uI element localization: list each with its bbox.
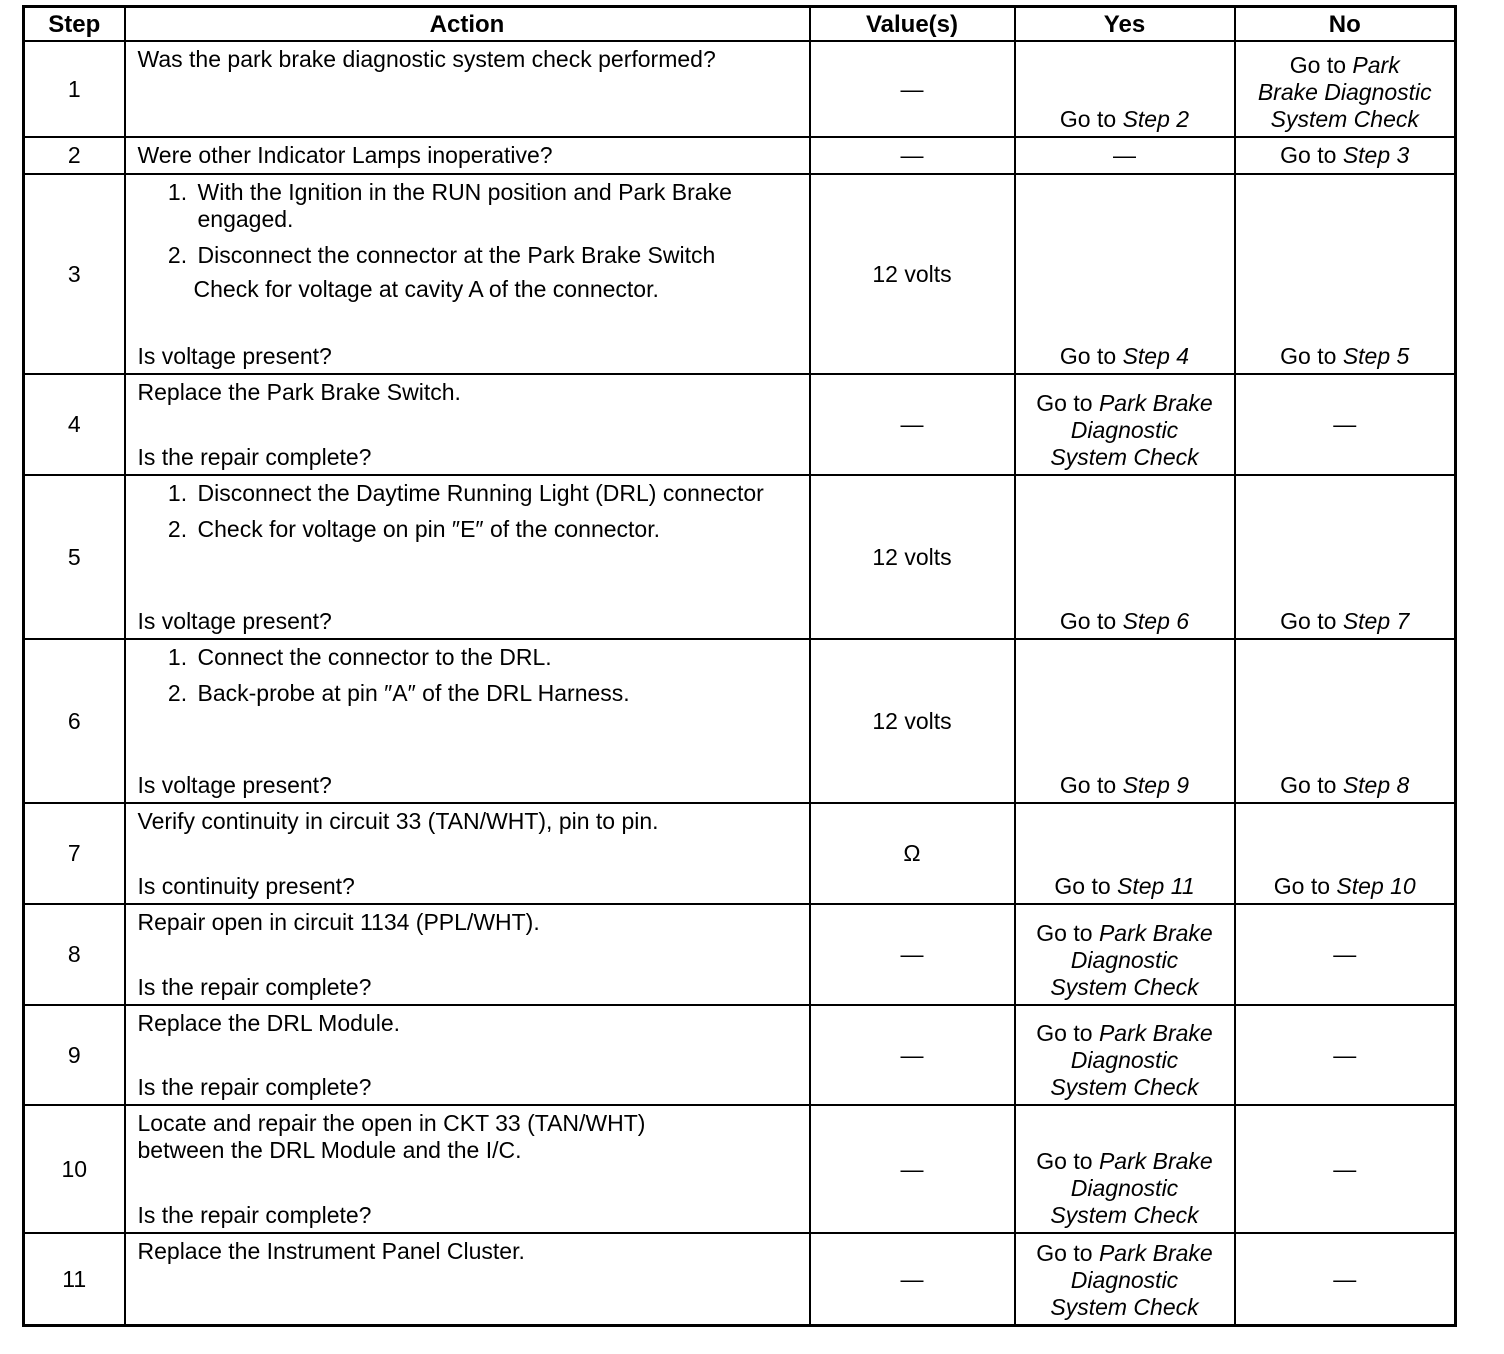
value-cell: — bbox=[810, 1233, 1015, 1325]
no-prefix: Go to bbox=[1280, 142, 1337, 169]
action-step: 1. Connect the connector to the DRL. bbox=[194, 644, 799, 671]
yes-cell bbox=[1015, 639, 1235, 803]
no-cell bbox=[1235, 137, 1456, 174]
action-question: Is voltage present? bbox=[137, 608, 332, 635]
action-text: Replace the Park Brake Switch. bbox=[137, 379, 461, 406]
header-values: Value(s) bbox=[810, 7, 1015, 42]
table-row bbox=[24, 1233, 1456, 1325]
yes-link: Park Brake bbox=[1098, 390, 1213, 417]
yes-cell bbox=[1015, 174, 1235, 374]
step-number: 4 bbox=[24, 374, 125, 475]
header-yes: Yes bbox=[1015, 7, 1235, 42]
yes-cell bbox=[1015, 41, 1235, 137]
no-cell bbox=[1235, 41, 1456, 137]
yes-prefix: Go to bbox=[1059, 106, 1117, 133]
action-question: Is voltage present? bbox=[137, 343, 332, 370]
action-cell bbox=[125, 137, 810, 174]
yes-prefix: Go to bbox=[1036, 920, 1093, 947]
yes-cell bbox=[1015, 1005, 1235, 1105]
step-number: 9 bbox=[24, 1005, 125, 1105]
table-row bbox=[24, 639, 1456, 803]
yes-prefix: Go to bbox=[1054, 873, 1111, 900]
yes-cell bbox=[1015, 374, 1235, 475]
no-link: Step 8 bbox=[1342, 772, 1410, 799]
yes-cell bbox=[1015, 1233, 1235, 1325]
action-question: Is the repair complete? bbox=[137, 1202, 372, 1229]
no-cell: — bbox=[1235, 374, 1456, 475]
yes-link: Step 6 bbox=[1122, 608, 1190, 635]
action-text: Replace the Instrument Panel Cluster. bbox=[137, 1238, 525, 1265]
yes-prefix: Go to bbox=[1036, 1020, 1093, 1047]
diagnostic-table bbox=[22, 5, 1457, 1327]
step-number: 2 bbox=[24, 137, 125, 174]
header-action: Action bbox=[125, 7, 810, 42]
value-cell: — bbox=[810, 1105, 1015, 1233]
action-cell bbox=[125, 475, 810, 639]
yes-cell bbox=[1015, 904, 1235, 1005]
action-text: Verify continuity in circuit 33 (TAN/WHT), pin to pin. bbox=[137, 808, 659, 835]
no-cell bbox=[1235, 803, 1456, 904]
yes-link: System Check bbox=[1050, 1074, 1199, 1101]
step-number: 6 bbox=[24, 639, 125, 803]
action-text: Repair open in circuit 1134 (PPL/WHT). bbox=[137, 909, 540, 936]
action-text: Locate and repair the open in CKT 33 (TAN/WHT) bbox=[137, 1110, 646, 1137]
no-link: Brake Diagnostic bbox=[1257, 79, 1432, 106]
table-row bbox=[24, 1005, 1456, 1105]
no-cell bbox=[1235, 475, 1456, 639]
no-link: Step 7 bbox=[1342, 608, 1410, 635]
no-prefix: Go to bbox=[1273, 873, 1331, 900]
action-text: Were other Indicator Lamps inoperative? bbox=[137, 142, 553, 169]
action-check: Check for voltage at cavity A of the connector. bbox=[193, 276, 659, 303]
yes-link: Park Brake bbox=[1098, 1240, 1213, 1266]
value-cell: Ω bbox=[810, 803, 1015, 904]
value-cell: — bbox=[810, 41, 1015, 137]
table-row bbox=[24, 137, 1456, 174]
action-cell bbox=[125, 1105, 810, 1233]
step-number: 7 bbox=[24, 803, 125, 904]
yes-prefix: Go to bbox=[1036, 390, 1093, 417]
action-step: 2. Back-probe at pin ″A″ of the DRL Harness. bbox=[194, 680, 799, 707]
table-row bbox=[24, 1105, 1456, 1233]
no-prefix: Go to bbox=[1289, 52, 1347, 79]
step-number: 3 bbox=[24, 174, 125, 374]
yes-link: System Check bbox=[1050, 1202, 1199, 1229]
value-cell: — bbox=[810, 904, 1015, 1005]
yes-link: Diagnostic bbox=[1070, 417, 1179, 444]
yes-cell: — bbox=[1015, 137, 1235, 174]
table-row bbox=[24, 41, 1456, 137]
yes-link: Step 11 bbox=[1117, 873, 1195, 900]
step-number: 1 bbox=[24, 41, 125, 137]
action-cell bbox=[125, 639, 810, 803]
table-row bbox=[24, 374, 1456, 475]
action-question: Is voltage present? bbox=[137, 772, 332, 799]
header-row bbox=[24, 7, 1456, 42]
yes-prefix: Go to bbox=[1036, 1240, 1093, 1266]
action-step: 2. Check for voltage on pin ″E″ of the connector. bbox=[194, 516, 799, 543]
value-cell: 12 volts bbox=[810, 639, 1015, 803]
action-step: 1. Disconnect the Daytime Running Light (DRL) connector bbox=[194, 480, 799, 507]
yes-cell bbox=[1015, 1105, 1235, 1233]
yes-link: Diagnostic bbox=[1070, 947, 1179, 974]
table-row bbox=[24, 904, 1456, 1005]
step-number: 8 bbox=[24, 904, 125, 1005]
action-steps bbox=[138, 480, 799, 552]
no-link: Step 10 bbox=[1336, 873, 1416, 900]
action-text: Replace the DRL Module. bbox=[137, 1010, 401, 1037]
yes-prefix: Go to bbox=[1059, 343, 1117, 370]
action-text: Was the park brake diagnostic system check performed? bbox=[137, 46, 716, 72]
yes-link: Step 2 bbox=[1122, 106, 1190, 133]
no-cell: — bbox=[1235, 1105, 1456, 1233]
no-cell bbox=[1235, 639, 1456, 803]
no-cell: — bbox=[1235, 1005, 1456, 1105]
step-number: 10 bbox=[24, 1105, 125, 1233]
action-question: Is the repair complete? bbox=[137, 444, 372, 471]
action-cell bbox=[125, 803, 810, 904]
yes-link: System Check bbox=[1050, 974, 1199, 1001]
yes-link: Park Brake bbox=[1098, 1148, 1213, 1175]
no-cell bbox=[1235, 174, 1456, 374]
header-no: No bbox=[1235, 7, 1456, 42]
no-link: System Check bbox=[1270, 106, 1419, 133]
action-steps bbox=[138, 179, 799, 269]
table-row bbox=[24, 475, 1456, 639]
action-text: between the DRL Module and the I/C. bbox=[137, 1137, 522, 1164]
header-step: Step bbox=[24, 7, 125, 42]
action-step: 1. With the Ignition in the RUN position and Park Brake engaged. bbox=[194, 179, 799, 233]
yes-link: Step 9 bbox=[1122, 772, 1190, 799]
yes-link: System Check bbox=[1050, 444, 1199, 471]
action-cell bbox=[125, 374, 810, 475]
no-link: Step 5 bbox=[1342, 343, 1410, 370]
yes-link: Step 4 bbox=[1122, 343, 1190, 370]
no-prefix: Go to bbox=[1280, 772, 1337, 799]
action-question: Is the repair complete? bbox=[137, 974, 372, 1001]
value-cell: 12 volts bbox=[810, 475, 1015, 639]
no-link: Park bbox=[1352, 52, 1400, 79]
no-link: Step 3 bbox=[1342, 142, 1410, 169]
yes-link: Diagnostic bbox=[1070, 1175, 1179, 1202]
yes-cell bbox=[1015, 475, 1235, 639]
action-step: 2. Disconnect the connector at the Park Brake Switch bbox=[194, 242, 799, 269]
action-cell bbox=[125, 904, 810, 1005]
no-prefix: Go to bbox=[1280, 608, 1337, 635]
yes-prefix: Go to bbox=[1059, 608, 1117, 635]
no-cell: — bbox=[1235, 1233, 1456, 1325]
action-cell bbox=[125, 1005, 810, 1105]
yes-prefix: Go to bbox=[1036, 1148, 1093, 1175]
table-row bbox=[24, 803, 1456, 904]
yes-prefix: Go to bbox=[1059, 772, 1117, 799]
action-cell bbox=[125, 41, 810, 137]
step-number: 5 bbox=[24, 475, 125, 639]
value-cell: — bbox=[810, 137, 1015, 174]
action-steps bbox=[138, 644, 799, 716]
value-cell: 12 volts bbox=[810, 174, 1015, 374]
no-prefix: Go to bbox=[1280, 343, 1337, 370]
step-number: 11 bbox=[24, 1233, 125, 1325]
value-cell: — bbox=[810, 1005, 1015, 1105]
action-question: Is the repair complete? bbox=[137, 1074, 372, 1101]
action-cell bbox=[125, 174, 810, 374]
yes-link: System Check bbox=[1050, 1294, 1199, 1320]
yes-cell bbox=[1015, 803, 1235, 904]
yes-link: Diagnostic bbox=[1070, 1047, 1179, 1074]
table-row bbox=[24, 174, 1456, 374]
action-question: Is continuity present? bbox=[137, 873, 355, 900]
action-cell bbox=[125, 1233, 810, 1325]
yes-link: Park Brake bbox=[1098, 920, 1213, 947]
value-cell: — bbox=[810, 374, 1015, 475]
no-cell: — bbox=[1235, 904, 1456, 1005]
yes-link: Park Brake bbox=[1098, 1020, 1213, 1047]
yes-link: Diagnostic bbox=[1070, 1267, 1179, 1293]
